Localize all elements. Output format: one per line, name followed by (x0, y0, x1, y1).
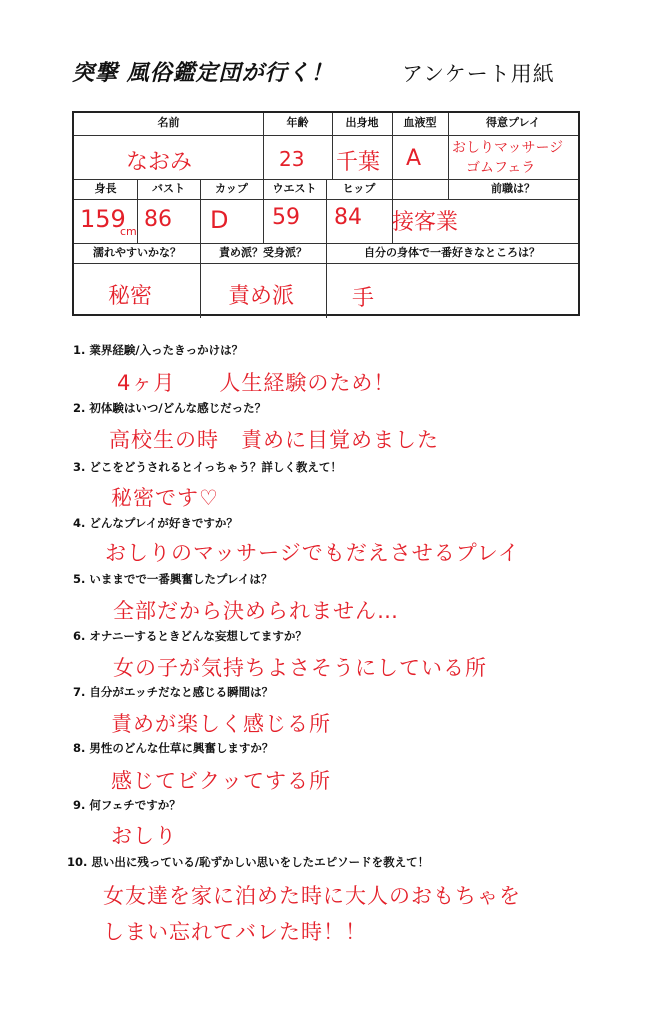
answer-7: 責めが楽しく感じる所 (111, 712, 331, 736)
value-bust: 86 (144, 207, 172, 232)
value-name: なおみ (126, 150, 193, 175)
question-5: 5. いままでで一番興奮したプレイは？ (73, 572, 273, 586)
header-age: 年齢 (286, 116, 309, 129)
answer-10-line2: しまい忘れてバレた時！！ (103, 920, 367, 944)
header-waist: ウエスト (272, 182, 317, 195)
question-2: 2. 初体験はいつ/どんな感じだった？ (73, 401, 267, 415)
question-9: 9. 何フェチですか？ (73, 798, 181, 812)
question-1: 1. 業界経験/入ったきっかけは？ (73, 343, 244, 357)
header-name: 名前 (157, 116, 180, 129)
value-s-or-m: 責め派 (228, 284, 295, 309)
header-bust: バスト (152, 182, 185, 195)
header-previous-job: 前職は？ (491, 182, 535, 195)
value-favorite-part: 手 (352, 286, 375, 311)
answer-4: おしりのマッサージでもだえさせるプレイ (105, 541, 520, 565)
value-waist: 59 (272, 205, 300, 230)
answer-1: 4ヶ月 人生経験のため！ (117, 371, 396, 395)
header-birthplace: 出身地 (345, 116, 379, 129)
header-wetness: 濡れやすいかな？ (93, 246, 181, 259)
header-favorite-part: 自分の身体で一番好きなところは？ (364, 246, 540, 259)
question-4: 4. どんなプレイが好きですか？ (73, 516, 238, 530)
answer-10-line1: 女友達を家に泊めた時に大人のおもちゃを (103, 884, 521, 908)
value-blood-type: A (406, 146, 422, 171)
header-hip: ヒップ (342, 182, 376, 195)
value-age: 23 (279, 147, 305, 171)
answer-3: 秘密です♡ (111, 486, 219, 510)
value-cup: D (210, 206, 229, 234)
question-3: 3. どこをどうされるとイっちゃう？詳しく教えて！ (73, 460, 342, 474)
answer-9: おしり (111, 824, 177, 848)
question-10: 10. 思い出に残っている/恥ずかしい思いをしたエピソードを教えて！ (67, 855, 430, 869)
header-specialty: 得意プレイ (485, 116, 540, 129)
question-7: 7. 自分がエッチだなと感じる瞬間は？ (73, 685, 274, 699)
page-subtitle: アンケート用紙 (402, 62, 555, 86)
value-hip: 84 (334, 205, 362, 230)
value-height: 159 (80, 205, 126, 233)
value-birthplace: 千葉 (336, 150, 381, 175)
page-title: 突撃 風俗鑑定団が行く！ (72, 61, 334, 86)
value-previous-job: 接客業 (392, 210, 459, 235)
answer-2: 高校生の時 責めに目覚めました (109, 428, 439, 452)
profile-table (72, 111, 580, 316)
value-specialty-line2: ゴムフェラ (466, 160, 536, 176)
answer-5: 全部だから決められません… (113, 599, 399, 623)
question-6: 6. オナニーするときどんな妄想してますか？ (73, 629, 307, 643)
question-8: 8. 男性のどんな仕草に興奮しますか？ (73, 741, 274, 755)
value-height-unit: cm (120, 225, 137, 238)
header-s-or-m: 責め派？受身派？ (219, 246, 307, 259)
value-specialty-line1: おしりマッサージ (452, 140, 564, 156)
header-blood-type: 血液型 (403, 116, 437, 129)
header-height: 身長 (94, 182, 117, 195)
answer-6: 女の子が気持ちよさそうにしている所 (113, 656, 487, 680)
header-cup: カップ (215, 182, 248, 195)
value-wetness: 秘密 (108, 284, 153, 309)
answer-8: 感じてビクッてする所 (111, 769, 331, 793)
